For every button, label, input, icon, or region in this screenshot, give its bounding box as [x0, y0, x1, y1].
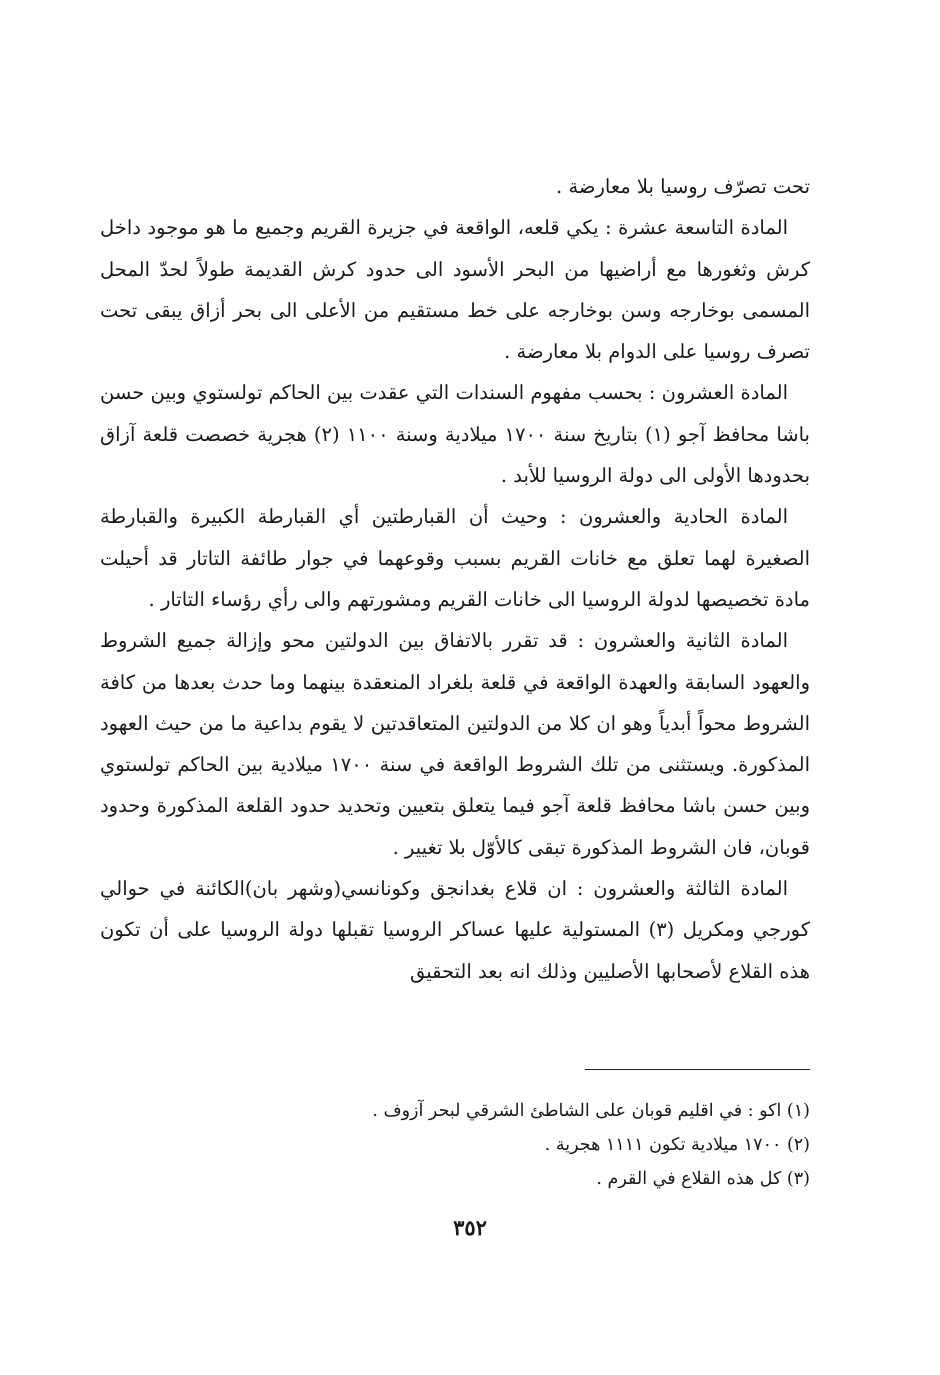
footnote-divider: [585, 1069, 810, 1070]
footnote-3: (٣) كل هذه القلاع في القرم .: [596, 1169, 810, 1189]
paragraph-article-20: المادة العشرون : بحسب مفهوم السندات التي عقدت بين الحاكم تولستوي وبين حسن باشا محافظ آجو (١) بتاريخ سنة ١٧٠٠ ميلادية وسنة ١١٠٠ (٢) هجرية خصصت قلعة آزاق بحدودها الأولى الى دولة الروسيا للأبد .: [100, 381, 810, 488]
page-number: ٣٥٢: [453, 1215, 487, 1240]
paragraph-article-19: المادة التاسعة عشرة : يكي قلعه، الواقعة في جزيرة القريم وجميع ما هو موجود داخل كرش وثغورها مع أراضيها من البحر الأسود الى حدود كرش القديمة طولاً لحدّ المحل المسمى بوخارجه وسن بوخارجه على خط مستقيم من الأعلى الى بحر أزاق يبقى تحت تصرف روسيا على الدوام بلا معارضة .: [100, 216, 810, 364]
footnotes: [100, 1094, 810, 1196]
footnote-2: (٢) ١٧٠٠ ميلادية تكون ١١١١ هجرية .: [544, 1135, 810, 1155]
paragraph-article-22: المادة الثانية والعشرون : قد تقرر بالاتفاق بين الدولتين محو وإزالة جميع الشروط والعهود السابقة والعهدة الواقعة في قلعة بلغراد المنعقدة بينهما وما حدث بعدها من كافة الشروط محواً أبدياً وهو ان كلا من الدولتين المتعاقدتين لا يقوم بداعية ما من حيث العهود المذكورة. ويستثنى من تلك الشروط الواقعة في سنة ١٧٠٠ ميلادية بين الحاكم تولستوي وبين حسن باشا محافظ قلعة آجو فيما يتعلق بتعيين وتحديد حدود القلعة المذكورة وحدود قوبان، فان الشروط المذكورة تبقى كالأوّل بلا تغيير .: [100, 629, 810, 859]
paragraph-article-23: المادة الثالثة والعشرون : ان قلاع بغدانجق وكونانسي(وشهر بان)الكائنة في حوالي كورجي ومكريل (٣) المستولية عليها عساكر الروسيا تقبلها دولة الروسيا على أن تكون هذه القلاع لأصحابها الأصليين وذلك انه بعد التحقيق: [100, 877, 810, 983]
page-body: [100, 166, 810, 992]
paragraph-article-21: المادة الحادية والعشرون : وحيث أن القبارطتين أي القبارطة الكبيرة والقبارطة الصغيرة لهما تعلق مع خانات القريم بسبب وقوعهما في جوار طائفة التاتار قد أحيلت مادة تخصيصها لدولة الروسيا الى خانات القريم ومشورتهم والى رأي رؤساء التاتار .: [100, 505, 810, 611]
main-text: [100, 166, 810, 992]
footnote-1: (١) اكو : في اقليم قوبان على الشاطئ الشرقي لبحر آزوف .: [372, 1101, 810, 1121]
paragraph-continuation: تحت تصرّف روسيا بلا معارضة .: [556, 175, 810, 198]
